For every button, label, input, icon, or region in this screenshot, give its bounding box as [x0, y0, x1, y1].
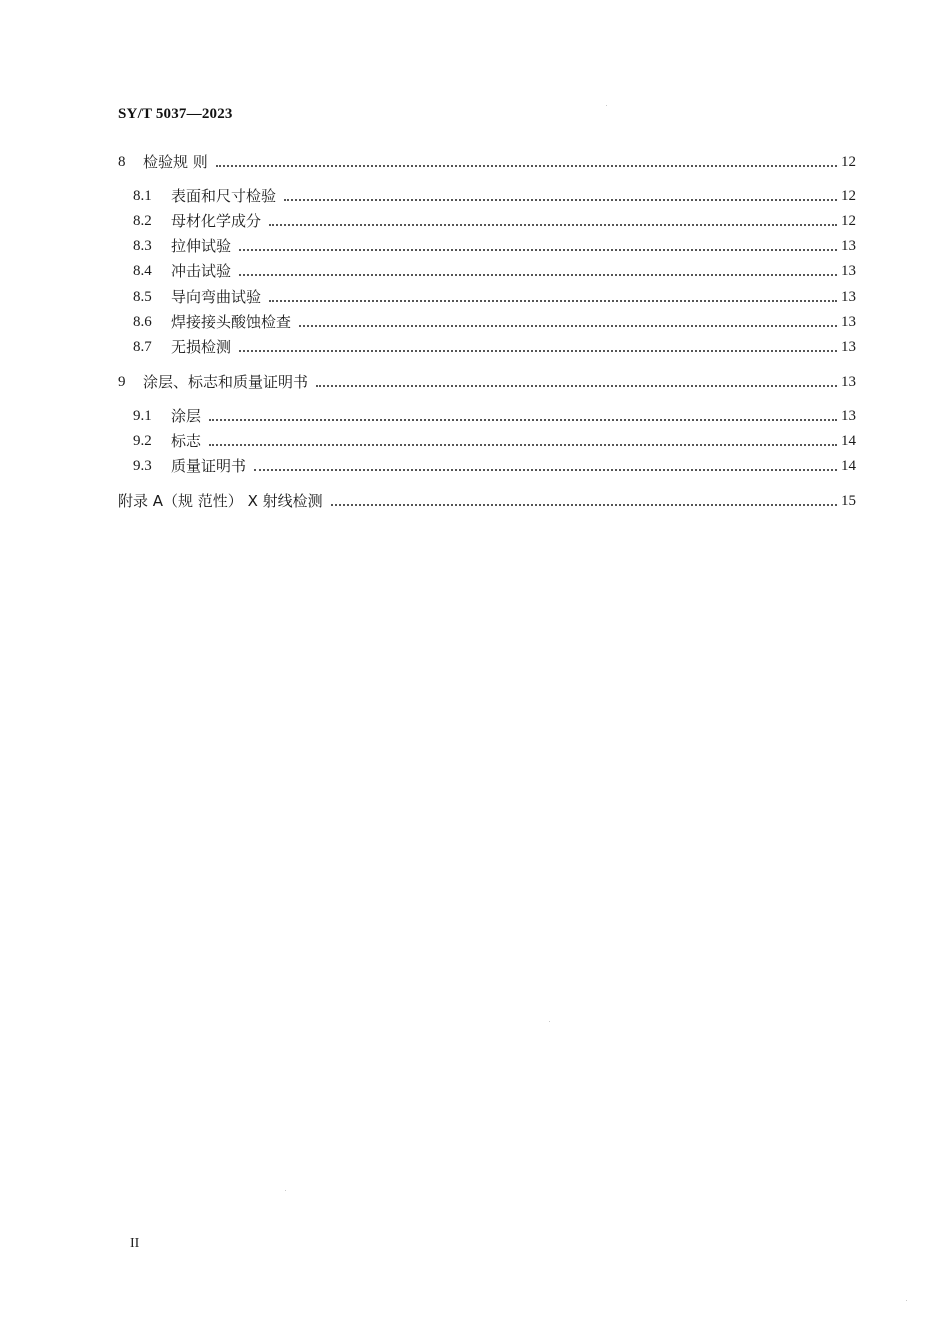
toc-entry-title: 拉伸试验 — [171, 237, 232, 255]
toc-entry-title: 冲击试验 — [171, 262, 232, 280]
toc-entry-number: 8.5 — [133, 289, 152, 305]
scan-speck — [549, 1021, 550, 1022]
toc-entry-number: 9 — [118, 374, 126, 390]
dot-leader — [239, 349, 837, 352]
toc-entry-page: 13 — [841, 374, 856, 390]
toc-entry-number: 9.3 — [133, 458, 152, 474]
toc-entry-page: 13 — [841, 263, 856, 279]
toc-entry-title: 焊接接头酸蚀检查 — [171, 313, 292, 331]
toc-entry-page: 13 — [841, 238, 856, 254]
dot-leader — [239, 248, 837, 251]
toc-entry-page: 13 — [841, 408, 856, 424]
toc-entry-number: 8 — [118, 154, 126, 170]
scan-speck — [606, 105, 607, 106]
toc-entry-title: 涂层 — [171, 407, 202, 425]
dot-leader — [299, 324, 837, 327]
toc-entry-page: 12 — [841, 213, 856, 229]
toc-entry-page: 12 — [841, 154, 856, 170]
dot-leader — [216, 164, 837, 167]
toc-entry-number: 9.1 — [133, 408, 152, 424]
toc-entry-page: 14 — [841, 458, 856, 474]
dot-leader — [331, 503, 837, 506]
toc-entry-page: 13 — [841, 339, 856, 355]
toc-entry-8[interactable] — [118, 150, 856, 172]
toc-entry-title: 无损检测 — [171, 338, 232, 356]
dot-leader — [284, 198, 837, 201]
toc-entry-8-7[interactable] — [118, 335, 856, 357]
dot-leader — [316, 384, 837, 387]
toc-entry-9[interactable] — [118, 370, 856, 392]
toc-entry-title: 标志 — [171, 432, 202, 450]
toc-entry-page: 14 — [841, 433, 856, 449]
toc-entry-title: 涂层、标志和质量证明书 — [143, 373, 309, 391]
toc-entry-page: 12 — [841, 188, 856, 204]
document-code: SY/T 5037—2023 — [118, 106, 233, 122]
toc-entry-8-1[interactable] — [118, 184, 856, 206]
dot-leader — [269, 299, 837, 302]
toc-entry-number: 9.2 — [133, 433, 152, 449]
toc-entry-title: 检验规 则 — [143, 153, 208, 171]
toc-entry-page: 13 — [841, 289, 856, 305]
toc-entry-number: 8.7 — [133, 339, 152, 355]
toc-entry-8-5[interactable] — [118, 285, 856, 307]
toc-entry-number: 8.4 — [133, 263, 152, 279]
toc-entry-number: 8.1 — [133, 188, 152, 204]
toc-entry-number: 8.6 — [133, 314, 152, 330]
toc-entry-title: 附录 A（规 范性） X 射线检测 — [118, 492, 323, 510]
toc-entry-8-3[interactable] — [118, 234, 856, 256]
toc-entry-title: 母材化学成分 — [171, 212, 262, 230]
toc-entry-9-2[interactable] — [118, 429, 856, 451]
toc-entry-9-1[interactable] — [118, 404, 856, 426]
dot-leader — [239, 273, 837, 276]
dot-leader — [209, 443, 837, 446]
dot-leader — [254, 468, 837, 471]
toc-entry-number: 8.2 — [133, 213, 152, 229]
scan-speck — [906, 1300, 907, 1301]
toc-entry-number: 8.3 — [133, 238, 152, 254]
page-number: II — [130, 1236, 140, 1251]
scan-speck — [285, 1190, 286, 1191]
toc-entry-8-6[interactable] — [118, 310, 856, 332]
toc-entry-title: 质量证明书 — [171, 457, 247, 475]
dot-leader — [269, 223, 837, 226]
toc-entry-appendix-a[interactable] — [118, 489, 856, 511]
toc-entry-9-3[interactable] — [118, 454, 856, 476]
toc-entry-page: 15 — [841, 493, 856, 509]
dot-leader — [209, 418, 837, 421]
toc-entry-8-4[interactable] — [118, 259, 856, 281]
toc-entry-title: 导向弯曲试验 — [171, 288, 262, 306]
toc-entry-title: 表面和尺寸检验 — [171, 187, 277, 205]
toc-entry-8-2[interactable] — [118, 209, 856, 231]
toc-entry-page: 13 — [841, 314, 856, 330]
